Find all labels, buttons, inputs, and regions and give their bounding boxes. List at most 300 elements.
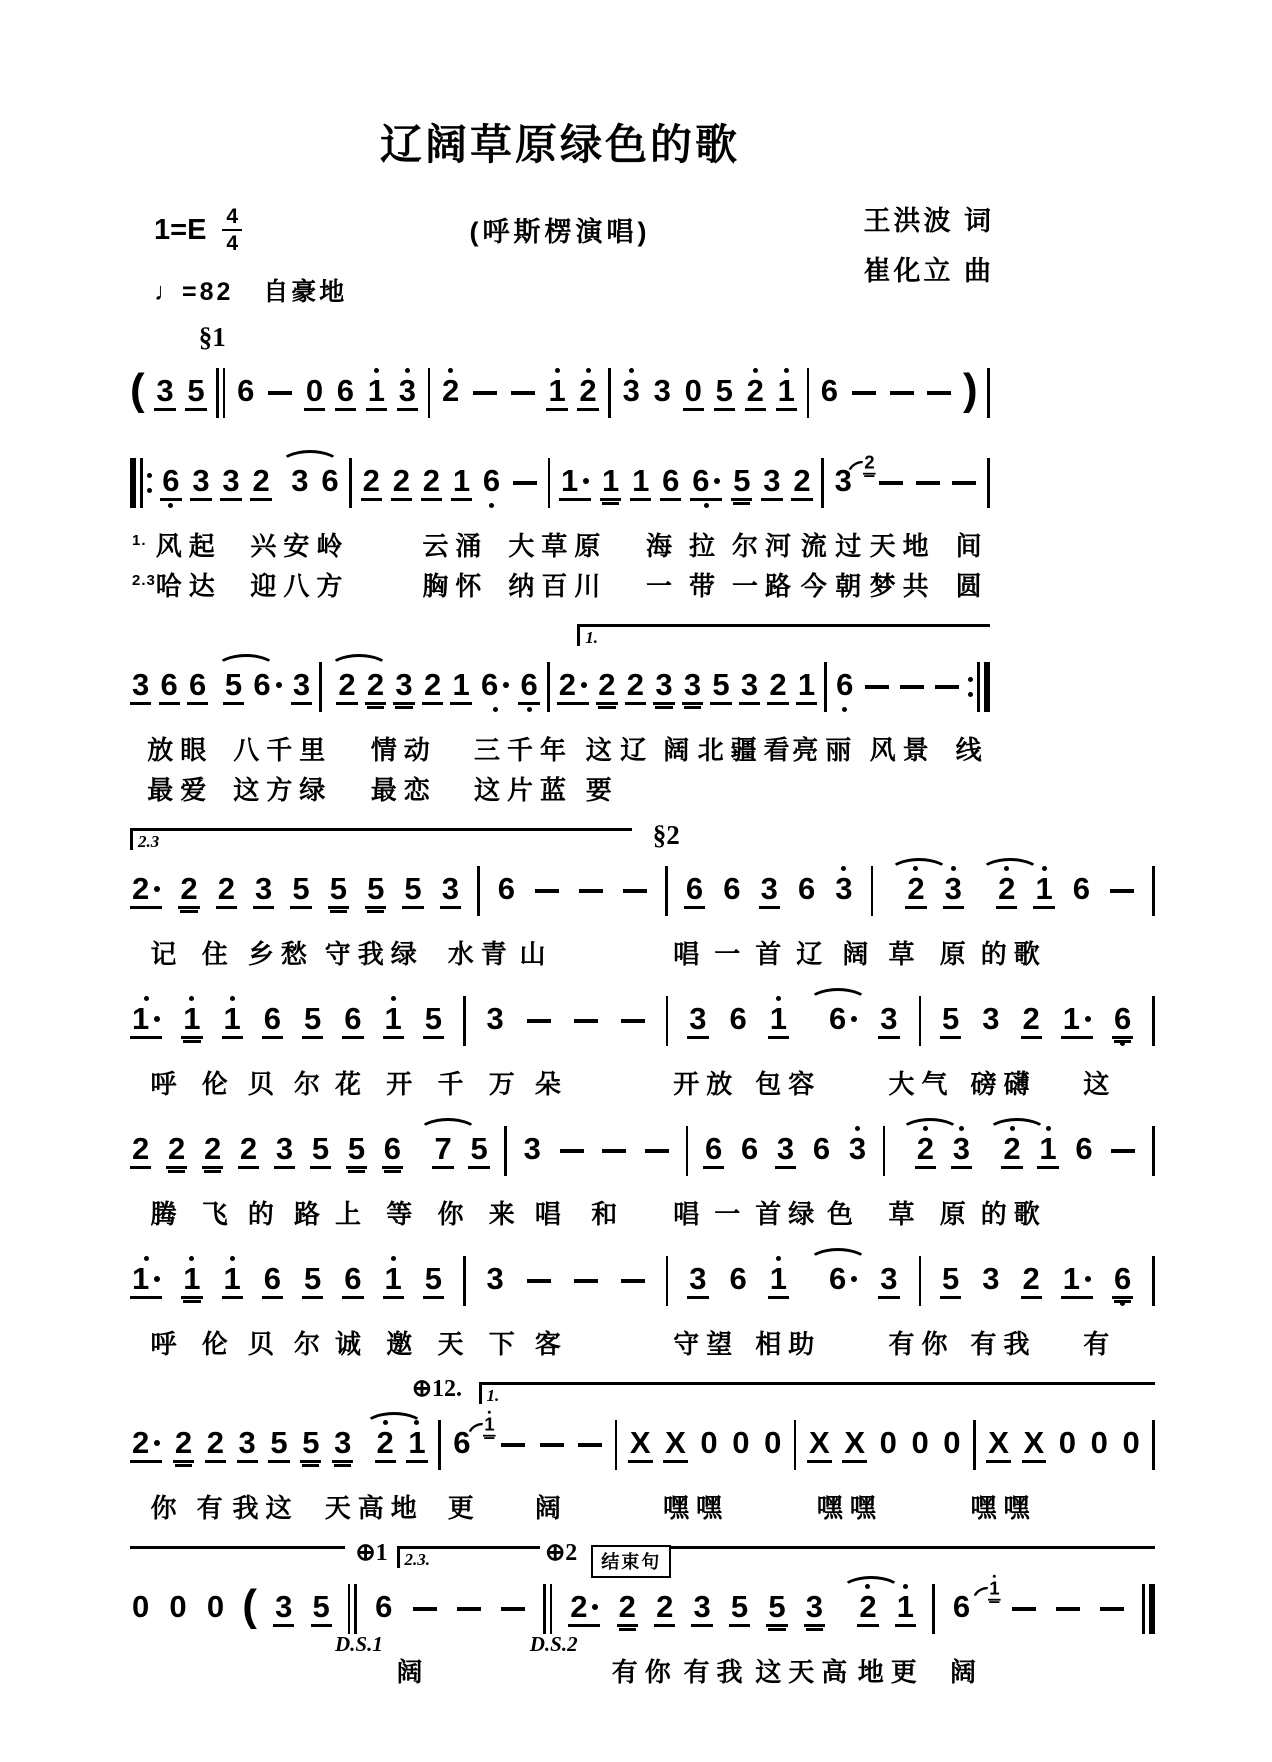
note-body	[625, 669, 646, 705]
note-6	[811, 1124, 832, 1178]
augmentation-dot	[503, 682, 509, 688]
note-body	[328, 873, 349, 909]
duration-dash	[268, 391, 292, 395]
note-2	[250, 456, 271, 510]
note-3	[775, 1124, 796, 1178]
note-body	[546, 375, 567, 411]
note-body	[739, 669, 760, 705]
augmentation-dot	[154, 886, 160, 892]
note-5	[223, 660, 244, 714]
note-body	[941, 1427, 962, 1463]
note-3	[951, 1124, 972, 1178]
note-body	[222, 1263, 243, 1299]
note-2	[905, 864, 926, 918]
note-number: 6	[797, 871, 816, 906]
barline-stroke	[354, 1584, 357, 1634]
repeat-dot	[147, 488, 152, 493]
note-number: 2	[366, 667, 385, 702]
note-number: 0	[305, 373, 324, 408]
lyric-segment: 呼	[150, 1069, 184, 1099]
note-body	[223, 669, 244, 705]
lyric-segment: 天地	[869, 531, 936, 561]
lyric-segment: 要	[585, 775, 619, 805]
note-number: 5	[424, 1001, 442, 1036]
duration-dash	[511, 391, 535, 395]
lyric-segment: 原	[939, 1199, 973, 1229]
note-body	[130, 1133, 151, 1169]
note-1	[1037, 1124, 1058, 1178]
note-body	[729, 1591, 750, 1627]
segno-mark: §1	[198, 322, 226, 352]
note-body	[980, 1003, 1001, 1039]
lyric-segment: 流	[800, 531, 834, 561]
barline	[428, 368, 431, 418]
lyrics-row-1	[130, 726, 990, 766]
note-number: 3	[693, 1589, 711, 1624]
lyric-segment: 这	[585, 735, 619, 765]
note-3	[273, 1582, 294, 1636]
note-number: 5	[187, 373, 205, 408]
note-1	[546, 366, 567, 420]
note-number: 6	[829, 1001, 847, 1036]
note-number: 3	[523, 1131, 541, 1166]
note-1	[559, 456, 591, 510]
duration-dash	[527, 1019, 551, 1023]
barline	[666, 1256, 669, 1306]
lyric-segment: 阔	[396, 1657, 430, 1687]
note-number: 6	[263, 1261, 281, 1296]
system-4	[130, 818, 1155, 970]
note-body	[336, 669, 357, 705]
note-number: 6	[729, 1261, 747, 1296]
barline	[824, 662, 827, 712]
note-body	[130, 873, 162, 909]
barline-stroke	[463, 1256, 466, 1306]
note-3	[878, 1254, 899, 1308]
barline-stroke	[140, 458, 143, 508]
note-number: 2	[907, 871, 925, 906]
note-body	[522, 1133, 543, 1169]
barline	[1152, 1126, 1155, 1176]
note-number: 2	[769, 667, 787, 702]
lyric-segment: 拉	[689, 531, 723, 561]
volta-bracket	[130, 828, 632, 850]
note-body	[237, 1427, 258, 1463]
note-X	[1022, 1418, 1047, 1472]
note-3	[291, 660, 312, 714]
note-X	[986, 1418, 1011, 1472]
duration-dash	[413, 1607, 437, 1611]
lyric-segment: 尔	[294, 1069, 328, 1099]
barline-stroke	[821, 458, 824, 508]
note-body	[450, 669, 471, 705]
duration-dash	[865, 685, 889, 689]
duration-dash	[602, 1149, 626, 1153]
note-number: 1	[602, 463, 620, 498]
note-number: 3	[880, 1261, 898, 1296]
augmentation-dot	[1085, 1276, 1091, 1282]
note-body	[342, 1003, 363, 1039]
note-number: X	[1023, 1425, 1045, 1460]
note-1	[1061, 1254, 1093, 1308]
note-number: 3	[982, 1001, 1000, 1036]
lyrics-row-2	[130, 562, 990, 602]
note-2	[440, 366, 461, 420]
note-body	[291, 669, 312, 705]
barline-stroke	[319, 662, 322, 712]
note-number: 2	[558, 667, 577, 702]
lyric-segment: 尔河	[732, 531, 799, 561]
note-number: 0	[911, 1425, 929, 1460]
note-body	[654, 1591, 675, 1627]
note-body	[1061, 1263, 1093, 1299]
note-number: 2	[252, 463, 270, 498]
note-number: 1	[1039, 1131, 1057, 1166]
barline-stroke-thick	[1149, 1584, 1155, 1634]
lyric-segment: 嘿嘿	[663, 1493, 730, 1523]
system-3	[130, 614, 990, 806]
note-6	[1112, 1254, 1133, 1308]
note-6	[496, 864, 517, 918]
duration-dash	[527, 1279, 551, 1283]
barline-stroke	[686, 1126, 689, 1176]
note-number: 5	[347, 1131, 366, 1166]
lyric-segment: 上	[335, 1199, 369, 1229]
note-3	[522, 1124, 543, 1178]
lyric-segment: 最恋	[370, 775, 437, 805]
note-number: 6	[482, 463, 501, 498]
note-body	[375, 1427, 396, 1463]
barline	[548, 458, 551, 508]
barline-stroke-thick	[984, 662, 990, 712]
augmentation-dot	[714, 478, 720, 484]
lyric-segment: 阔	[663, 735, 697, 765]
note-number: 1	[1062, 1001, 1080, 1036]
note-number: 6	[453, 1425, 471, 1460]
note-body	[310, 1133, 331, 1169]
score	[130, 320, 1272, 1688]
note-number: 6	[740, 1131, 759, 1166]
note-number: 7	[434, 1131, 452, 1166]
note-2	[422, 660, 443, 714]
note-number: 6	[952, 1589, 971, 1624]
note-number: 3	[848, 1131, 867, 1166]
note-body	[190, 465, 211, 501]
note-2	[166, 1124, 187, 1178]
barline	[807, 368, 810, 418]
note-1	[130, 994, 162, 1048]
barline	[349, 458, 352, 508]
end-repeat	[968, 662, 990, 712]
note-body	[996, 873, 1017, 909]
note-2	[391, 456, 412, 510]
note-number: 2	[1022, 1001, 1040, 1036]
notes-row	[130, 1242, 1155, 1320]
note-number: 0	[943, 1425, 961, 1460]
augmentation-dot	[154, 1016, 160, 1022]
note-number: 3	[683, 667, 702, 702]
note-2	[178, 864, 199, 918]
lyric-segment: 哈达	[155, 571, 222, 601]
lyric-segment: 嘿嘿	[816, 1493, 883, 1523]
barline	[463, 996, 466, 1046]
system-9	[130, 1536, 1155, 1688]
note-0	[1057, 1418, 1078, 1472]
octave-dot-below	[527, 707, 532, 712]
grace-note-group	[483, 1406, 496, 1442]
note-5	[714, 366, 735, 420]
barline	[987, 458, 990, 508]
duration-dash	[890, 391, 914, 395]
note-2	[767, 660, 788, 714]
barline-stroke	[223, 368, 226, 418]
note-6	[373, 1582, 394, 1636]
note-body	[485, 1003, 506, 1039]
note-number: 2	[1022, 1261, 1040, 1296]
note-6	[703, 1124, 724, 1178]
note-number: 6	[1072, 871, 1091, 906]
lyric-segment: 草	[888, 939, 922, 969]
note-body	[220, 465, 241, 501]
volta-label: 1.	[486, 1386, 500, 1405]
lyric-segment: 放眼	[147, 735, 214, 765]
note-0	[730, 1418, 751, 1472]
note-X	[807, 1418, 832, 1472]
double-barline	[348, 1584, 357, 1634]
note-3	[274, 1124, 295, 1178]
note-number: 3	[156, 373, 174, 408]
note-0	[167, 1582, 188, 1636]
lyric-segment: 的	[247, 1199, 281, 1229]
verse-number: 1.	[132, 532, 147, 549]
barline-stroke	[1152, 996, 1155, 1046]
lyric-segment: 诚	[335, 1329, 369, 1359]
note-body	[290, 873, 311, 909]
note-number: 2	[863, 451, 875, 473]
note-number: 3	[275, 1131, 294, 1166]
system-7	[130, 1242, 1155, 1360]
note-body	[421, 465, 442, 501]
barline-stroke-thick	[130, 458, 136, 508]
barline-stroke	[550, 1584, 553, 1634]
note-body	[703, 1133, 724, 1169]
note-body	[311, 1591, 332, 1627]
parenthesis: )	[962, 365, 978, 414]
composer-credit: 崔化立 曲	[863, 256, 994, 286]
note-0	[1089, 1418, 1110, 1472]
note-number: X	[665, 1425, 686, 1460]
note-body	[361, 465, 382, 501]
note-body	[268, 1427, 289, 1463]
lyric-segment: 等	[386, 1199, 420, 1229]
note-number: 3	[944, 871, 962, 906]
duration-dash	[645, 1149, 669, 1153]
note-number: 0	[1090, 1425, 1108, 1460]
duration-dash	[535, 889, 559, 893]
lyric-segment: 兴安岭	[250, 531, 350, 561]
note-body	[690, 465, 722, 501]
lyric-segment: 嘿嘿	[970, 1493, 1037, 1523]
note-body	[559, 465, 591, 501]
barline	[821, 458, 824, 508]
note-body	[767, 669, 788, 705]
note-number: 2	[239, 1131, 258, 1166]
coda-mark: ⊕1	[355, 1540, 388, 1566]
note-1	[406, 1418, 427, 1472]
note-number: 6	[820, 373, 839, 408]
marks-row	[130, 320, 990, 354]
note-number: 1	[1062, 1261, 1080, 1296]
duration-dash	[1110, 889, 1134, 893]
note-number: 3	[334, 1425, 352, 1460]
note-2	[596, 660, 617, 714]
repeat-dot	[968, 692, 973, 697]
octave-dot-below	[489, 503, 494, 508]
lyric-segment: 守我绿	[324, 939, 424, 969]
note-body	[714, 375, 735, 411]
note-number: 3	[395, 667, 413, 702]
note-5	[766, 1582, 787, 1636]
parenthesis: (	[130, 365, 145, 414]
note-number: 0	[169, 1589, 187, 1624]
lyric-segment: 贝	[247, 1069, 281, 1099]
note-body	[262, 1003, 283, 1039]
note-body	[807, 1427, 832, 1463]
lyric-segment: 一	[714, 939, 748, 969]
note-body	[382, 1133, 403, 1169]
lyric-segment: 带	[689, 571, 723, 601]
note-3	[652, 366, 673, 420]
note-3	[739, 660, 760, 714]
note-number: 5	[470, 1131, 488, 1166]
note-X	[842, 1418, 867, 1472]
note-body	[827, 1263, 859, 1299]
note-number: 1	[769, 1261, 787, 1296]
barline-stroke	[543, 1584, 546, 1634]
lyric-segment: 风起	[155, 531, 222, 561]
augmentation-dot	[1085, 1016, 1091, 1022]
note-6	[834, 660, 855, 714]
note-6	[684, 864, 705, 918]
lyric-segment: 间	[955, 531, 989, 561]
note-body	[833, 873, 854, 909]
note-2	[625, 660, 646, 714]
barline-stroke	[216, 368, 219, 418]
note-body	[617, 1591, 638, 1627]
note-number: 6	[1114, 1261, 1132, 1296]
note-body	[496, 873, 517, 909]
lyric-segment: 大草原	[508, 531, 608, 561]
note-1	[366, 366, 387, 420]
note-body	[383, 1263, 404, 1299]
note-number: 6	[729, 1001, 747, 1036]
note-body	[863, 453, 876, 475]
octave-dot-below	[842, 707, 847, 712]
note-body	[762, 1427, 783, 1463]
note-number: 2	[206, 1425, 224, 1460]
note-number: X	[844, 1425, 865, 1460]
note-number: 2	[423, 667, 442, 702]
note-body	[302, 1003, 323, 1039]
note-5	[710, 660, 731, 714]
lyric-segment: 梦共	[869, 571, 936, 601]
lyric-segment: 迎八方	[250, 571, 350, 601]
notes-row	[130, 444, 990, 522]
duration-dash	[900, 685, 924, 689]
note-1	[630, 456, 651, 510]
note-number: 2	[132, 1131, 150, 1166]
note-body	[222, 1003, 243, 1039]
note-number: 1	[452, 667, 470, 702]
augmentation-dot	[581, 682, 587, 688]
barline	[666, 996, 669, 1046]
note-number: 0	[684, 373, 702, 408]
duration-dash	[935, 685, 959, 689]
note-2	[202, 1124, 223, 1178]
lyric-segment: 来	[488, 1199, 522, 1229]
barline	[919, 1256, 922, 1306]
note-5	[423, 1254, 444, 1308]
note-body	[628, 1427, 653, 1463]
note-0	[683, 366, 704, 420]
lyric-segment: 客	[534, 1329, 568, 1359]
note-number: 5	[404, 871, 422, 906]
note-number: 2	[579, 373, 597, 408]
note-2	[857, 1582, 878, 1636]
augmentation-dot	[592, 1604, 598, 1610]
marks-row	[130, 818, 1155, 852]
note-body	[383, 1003, 404, 1039]
barline-stroke	[348, 1584, 351, 1634]
note-number: 6	[383, 1131, 402, 1166]
note-body	[181, 1003, 202, 1039]
ending-label: 结束句	[591, 1545, 671, 1578]
note-5	[468, 1124, 489, 1178]
note-2	[361, 456, 382, 510]
note-body	[130, 1591, 151, 1627]
lyric-segment: 贝	[247, 1329, 281, 1359]
note-2	[745, 366, 766, 420]
barline-stroke	[666, 1256, 669, 1306]
note-body	[1021, 1003, 1042, 1039]
note-number: 2	[338, 667, 356, 702]
lyric-segment: 纳百川	[508, 571, 608, 601]
note-body	[238, 1133, 259, 1169]
note-5	[328, 864, 349, 918]
lyric-segment: 的歌	[980, 1199, 1047, 1229]
note-body	[300, 1427, 321, 1463]
lyric-segment: 这	[1083, 1069, 1117, 1099]
tempo-marking	[154, 272, 347, 308]
note-body	[406, 1427, 427, 1463]
volta-bracket	[397, 1546, 541, 1568]
barline-stroke	[1152, 866, 1155, 916]
note-body	[796, 873, 817, 909]
note-2	[421, 456, 442, 510]
grace-note-group	[863, 444, 876, 480]
note-body	[683, 375, 704, 411]
note-body	[1073, 1133, 1094, 1169]
note-number: 5	[304, 1261, 322, 1296]
note-6	[827, 994, 859, 1048]
song-title: 辽阔草原绿色的歌	[379, 121, 740, 168]
note-number: 2	[859, 1589, 877, 1624]
duration-dash	[1100, 1607, 1124, 1611]
note-number: 1	[484, 1413, 495, 1435]
note-number: 5	[302, 1425, 320, 1460]
lyric-segment: 你	[150, 1493, 184, 1523]
barline	[973, 1420, 976, 1470]
